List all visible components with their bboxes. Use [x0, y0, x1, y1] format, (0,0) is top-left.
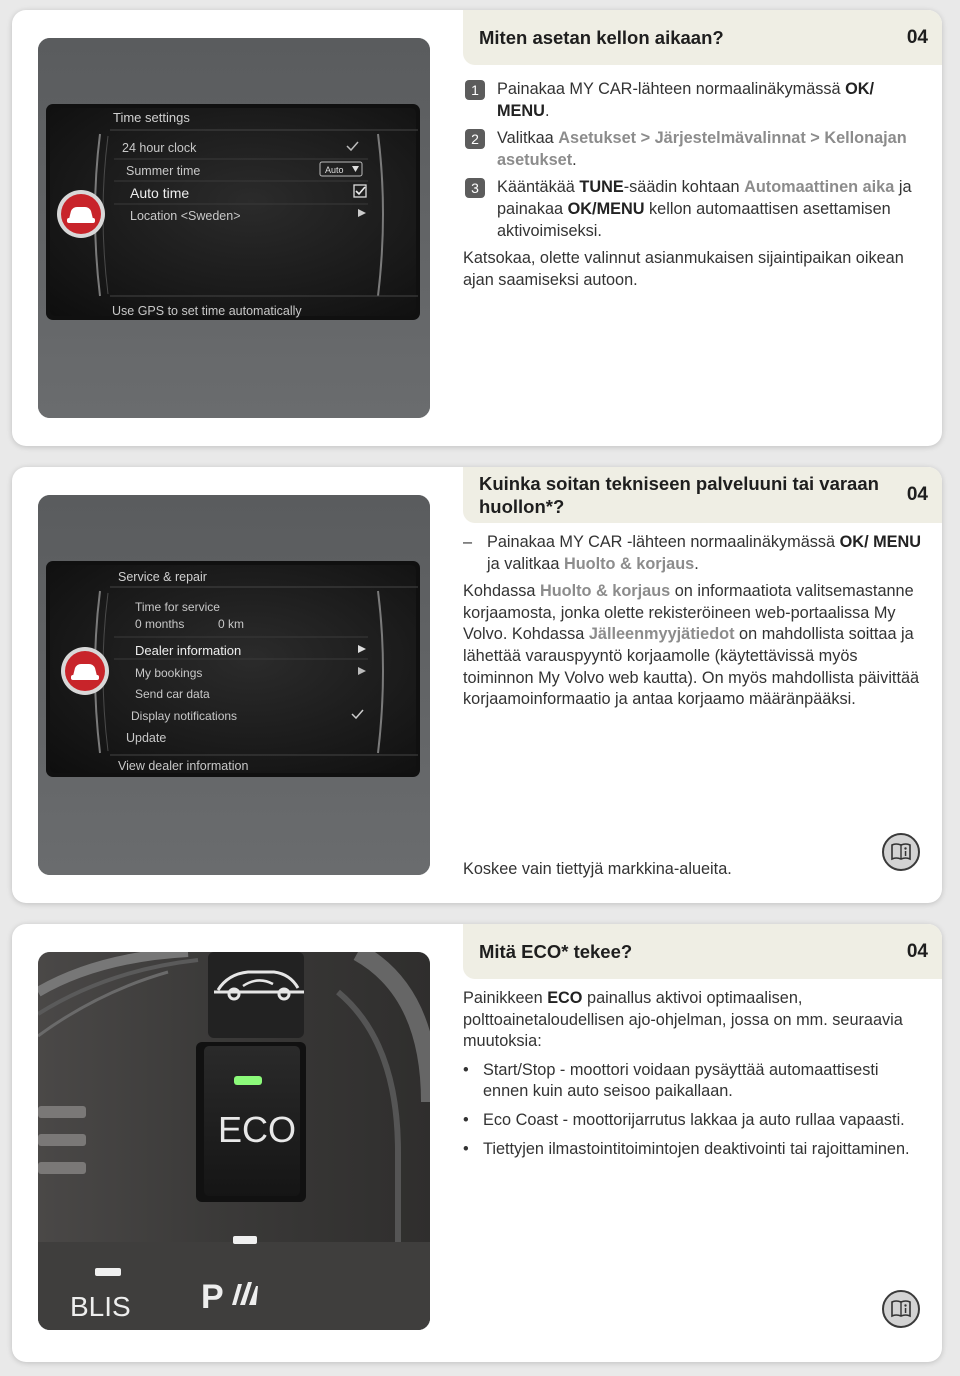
info-book-icon — [882, 1290, 920, 1328]
screen-footer: Use GPS to set time automatically — [112, 304, 302, 318]
service-footnote: Koskee vain tiettyjä markkina-alueita. — [463, 860, 732, 878]
eco-bullet: • Start/Stop - moottori voidaan pysäyttää automaattisesti ennen kuin auto seisoo paikallaan. — [463, 1060, 925, 1103]
service-paragraph: Kohdassa Huolto & korjaus on informaatiota valitsemastanne korjaamosta, jonka olette rekisteröineen web-portaalissa My Volvo. Kohdassa Jälleenmyyjätiedot on mahdollista soittaa ja lähettää varauspyyntö korjaamolle (käytettävissä myös toiminnon My Volvo web kautta). On myös mahdollista päivittää korjaamoinformaatio ja antaa korjaamo määränpääksi. — [463, 582, 920, 709]
step-3: 3 Kääntäkää TUNE-säädin kohtaan Automaattinen aika ja painakaa OK/MENU kellon automaattisen asettamisen aktivoimiseksi. — [463, 177, 925, 242]
card-service — [12, 467, 942, 903]
time-instructions — [463, 79, 925, 291]
eco-intro: Painikkeen ECO painallus aktivoi optimaalisen, polttoainetaloudellisen ajo-ohjelman, jossa on mm. seuraavia muutoksia: — [463, 989, 903, 1051]
service-label: Time for service — [135, 600, 220, 614]
screen-item-auto-time: Auto time — [130, 185, 190, 201]
eco-bullet: • Tiettyjen ilmastointitoimintojen deaktivointi tai rajoittaminen. — [463, 1139, 925, 1161]
svg-text:P: P — [201, 1278, 224, 1316]
section-title: Mitä ECO* tekee? — [479, 941, 633, 962]
screen-item-bookings: My bookings — [135, 666, 203, 680]
screen-item-24h: 24 hour clock — [122, 141, 197, 155]
eco-button-label: ECO — [218, 1109, 297, 1150]
time-note: Katsokaa, olette valinnut asianmukaisen sijaintipaikan oikean ajan saamiseksi autoon. — [463, 249, 904, 289]
section-title: Miten asetan kellon aikaan? — [479, 27, 724, 48]
screen-title: Service & repair — [118, 570, 207, 584]
info-book-icon — [882, 833, 920, 871]
service-photo — [38, 495, 430, 875]
card-time-settings — [12, 10, 942, 446]
screen-item-location: Location <Sweden> — [130, 209, 241, 223]
section-header-service — [463, 467, 942, 523]
car-warning-icon — [57, 190, 105, 238]
chapter-number: 04 — [906, 484, 928, 505]
section-header-time — [463, 10, 942, 65]
step-2: 2 Valitkaa Asetukset > Järjestelmävalinnat > Kellonajan asetukset. — [463, 128, 925, 171]
time-settings-photo — [38, 38, 430, 418]
eco-text — [463, 988, 925, 1160]
section-header-eco — [463, 924, 942, 979]
screen-title: Time settings — [113, 110, 190, 125]
eco-indicator-light — [234, 1076, 262, 1085]
service-km: 0 km — [218, 617, 245, 631]
section-title: Kuinka soitan tekniseen palveluuni tai varaan huollon*? — [479, 473, 879, 517]
chapter-number: 04 — [906, 26, 928, 48]
svg-text:Auto: Auto — [325, 165, 344, 175]
car-warning-icon — [61, 647, 109, 695]
screen-item-summer: Summer time — [126, 164, 201, 178]
service-instructions — [463, 532, 925, 711]
blis-label: BLIS — [70, 1291, 131, 1322]
screen-item-dealer: Dealer information — [135, 643, 242, 658]
screen-item-notifications: Display notifications — [131, 709, 238, 723]
eco-bullet: • Eco Coast - moottorijarrutus lakkaa ja auto rullaa vapaasti. — [463, 1110, 925, 1132]
chapter-number: 04 — [906, 940, 928, 962]
service-months: 0 months — [135, 617, 185, 631]
service-step: – Painakaa MY CAR -lähteen normaalinäkymässä OK/ MENU ja valitkaa Huolto & korjaus. — [463, 532, 925, 575]
card-eco — [12, 924, 942, 1362]
step-1: 1 Painakaa MY CAR-lähteen normaalinäkymässä OK/ MENU. — [463, 79, 925, 122]
screen-item-update: Update — [126, 731, 167, 745]
screen-footer: View dealer information — [118, 759, 249, 773]
eco-button-photo — [38, 952, 430, 1330]
screen-item-send-data: Send car data — [135, 687, 210, 701]
